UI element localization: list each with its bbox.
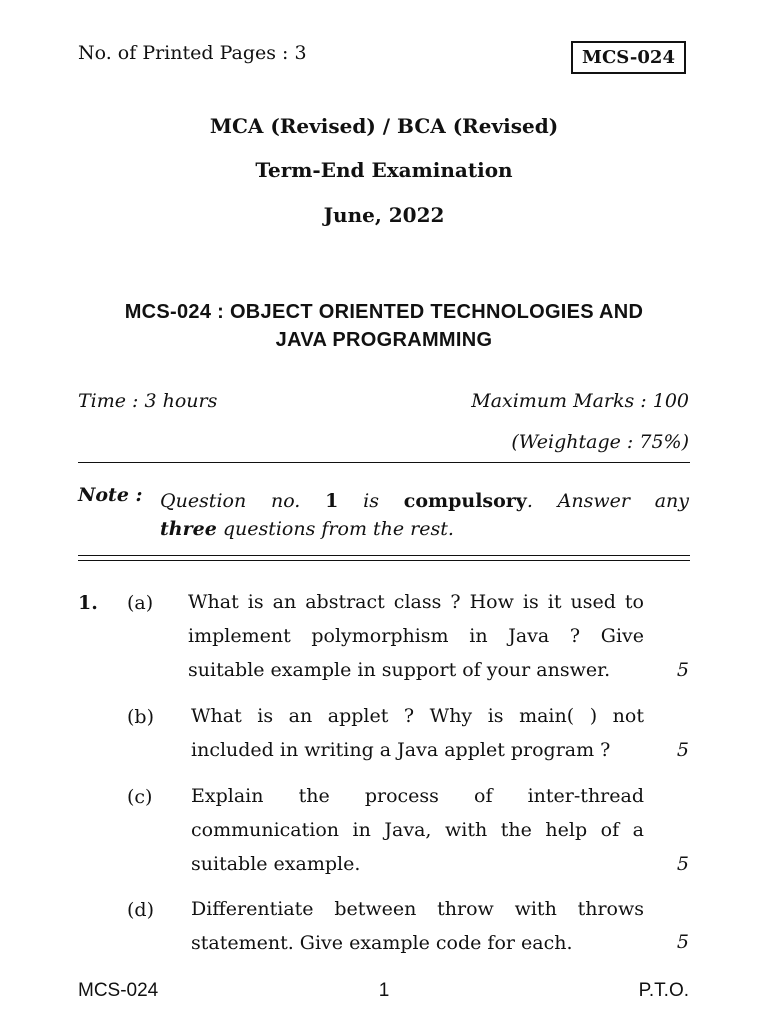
footer-pto: P.T.O.	[638, 980, 689, 1001]
programme-title: MCA (Revised) / BCA (Revised)	[209, 114, 559, 138]
subject-title-line-1: MCS-024 : OBJECT ORIENTED TECHNOLOGIES AND	[124, 301, 644, 323]
divider-double-1	[78, 555, 690, 556]
note-label: Note :	[78, 484, 143, 506]
part-c-text: Explain the process of inter-thread communication in Java, with the help of a suitable example.	[191, 785, 644, 875]
part-a-marks: 5	[676, 659, 689, 681]
footer-page-number: 1	[378, 980, 390, 1001]
divider-double-2	[78, 560, 690, 561]
course-code-box: MCS-024	[571, 41, 686, 74]
time-allowed: Time : 3 hours	[78, 390, 218, 412]
printed-pages-count: No. of Printed Pages : 3	[78, 42, 307, 64]
subject-title	[78, 298, 690, 354]
part-c-label: (c)	[127, 786, 153, 808]
part-b-marks: 5	[676, 739, 689, 761]
question-number: 1.	[78, 592, 98, 614]
maximum-marks: Maximum Marks : 100	[471, 390, 689, 412]
note-text-line-1: Question no. 1 is compulsory. Answer any	[160, 490, 690, 512]
part-b-label: (b)	[127, 706, 154, 728]
part-d-marks: 5	[676, 931, 689, 953]
part-a-text: What is an abstract class ? How is it used to implement polymorphism in Java ? Give suitable example in support of your answer.	[188, 591, 644, 681]
part-d-text: Differentiate between throw with throws statement. Give example code for each.	[191, 898, 644, 954]
part-b-text: What is an applet ? Why is main( ) not included in writing a Java applet program ?	[191, 705, 644, 761]
subject-title-line-2: JAVA PROGRAMMING	[275, 329, 493, 351]
footer-course-code: MCS-024	[78, 980, 159, 1001]
part-c-marks: 5	[676, 853, 689, 875]
exam-session: June, 2022	[323, 203, 445, 227]
weightage: (Weightage : 75%)	[511, 431, 689, 453]
divider-top	[78, 462, 690, 463]
part-a-label: (a)	[127, 592, 154, 614]
part-d-label: (d)	[127, 899, 154, 921]
note-text-line-2: three questions from the rest.	[160, 518, 454, 540]
exam-title: Term-End Examination	[255, 158, 513, 182]
